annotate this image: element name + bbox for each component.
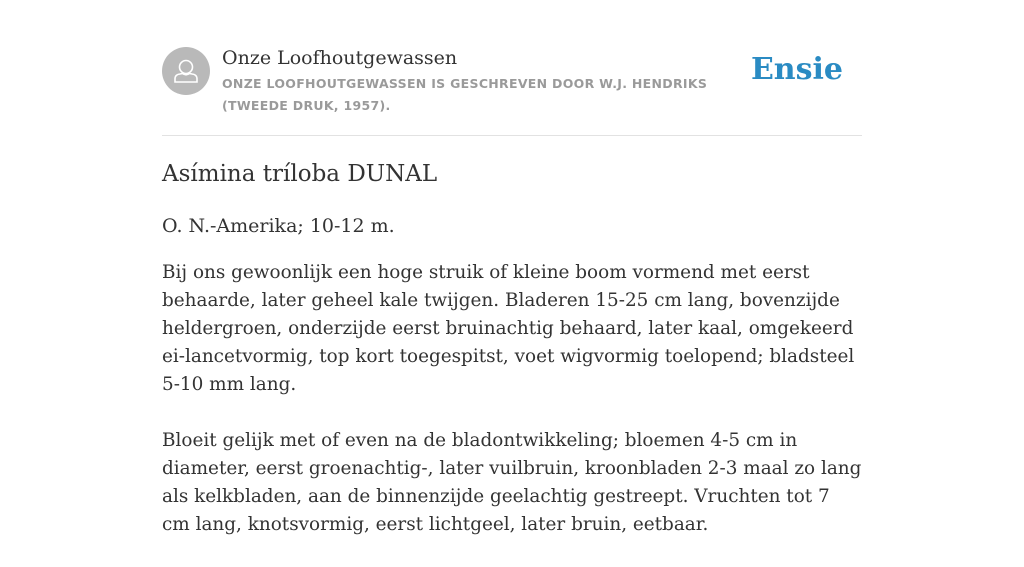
entry-body — [162, 259, 862, 567]
source-title[interactable]: Onze Loofhoutgewassen — [222, 47, 458, 69]
entry-paragraph: Bloeit gelijk met of even na de bladontwikkeling; bloemen 4-5 cm in diameter, eerst groenachtig-, later vuilbruin, kroonbladen 2-3 maal zo lang als kelkbladen, aan de binnenzijde geelachtig gestreept. Vruchten tot 7 cm lang, knotsvormig, eerst lichtgeel, later bruin, eetbaar. — [162, 430, 862, 535]
avatar[interactable] — [162, 47, 210, 95]
source-description: ONZE LOOFHOUTGEWASSEN IS GESCHREVEN DOOR W.J. HENDRIKS (TWEEDE DRUK, 1957). — [222, 76, 708, 113]
entry-title: Asímina tríloba DUNAL — [162, 161, 438, 187]
source-info — [222, 45, 762, 117]
brand-logo[interactable]: Ensie — [750, 52, 843, 87]
page-container — [162, 0, 862, 535]
source-header — [162, 0, 862, 136]
entry-paragraph: Bij ons gewoonlijk een hoge struik of kleine boom vormend met eerst behaarde, later geheel kale twijgen. Bladeren 15-25 cm lang, bovenzijde heldergroen, onderzijde eerst bruinachtig behaard, later kaal, omgekeerd ei-lancetvormig, top kort toegespitst, voet wigvormig toelopend; bladsteel 5-10 mm lang. — [162, 262, 855, 395]
user-silhouette-icon — [162, 47, 210, 95]
entry-meta: O. N.-Amerika; 10-12 m. — [162, 215, 395, 237]
